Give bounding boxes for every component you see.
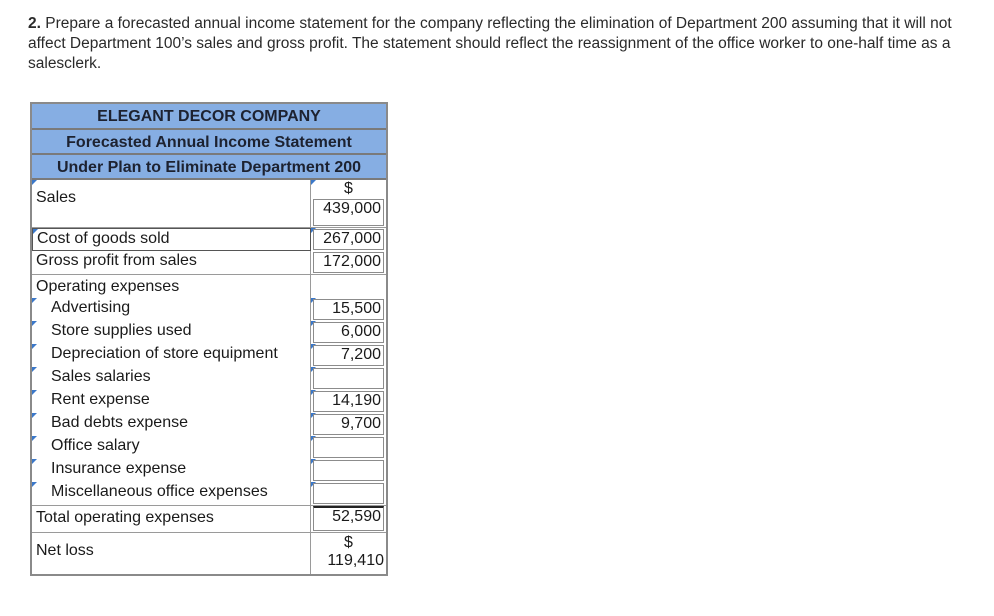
expense-value-field[interactable]: [311, 436, 386, 459]
expense-row: [32, 459, 386, 482]
expense-label-field[interactable]: [32, 413, 311, 436]
expense-value-input[interactable]: [313, 414, 384, 435]
expense-value-input[interactable]: [313, 437, 384, 458]
net-loss-value: 119,410: [327, 552, 384, 569]
expense-value-field[interactable]: [311, 321, 386, 344]
sales-value: 439,000: [323, 200, 381, 217]
expense-value-input[interactable]: [313, 483, 384, 504]
cogs-value-field[interactable]: [311, 228, 386, 251]
expense-value-field[interactable]: [311, 298, 386, 321]
question-text: [28, 14, 968, 74]
company-name: ELEGANT DECOR COMPANY: [32, 104, 386, 130]
expense-value: 14,190: [332, 392, 381, 409]
expense-label-field[interactable]: [32, 482, 311, 505]
expense-label-field[interactable]: [32, 298, 311, 321]
cogs-label: Cost of goods sold: [37, 230, 170, 247]
expense-value-input[interactable]: [313, 345, 384, 366]
expense-value-input[interactable]: [313, 391, 384, 412]
sales-label-field[interactable]: [32, 180, 311, 227]
expense-value: 7,200: [340, 346, 381, 363]
expense-label: Advertising: [51, 299, 131, 316]
expense-label-field[interactable]: [32, 390, 311, 413]
operating-expenses-label: Operating expenses: [36, 278, 180, 295]
expense-value: 9,700: [340, 415, 381, 432]
income-statement-table: [30, 102, 388, 576]
statement-title: Forecasted Annual Income Statement: [32, 130, 386, 155]
gross-profit-row: [32, 251, 386, 275]
expense-value-field[interactable]: [311, 390, 386, 413]
expense-value-field[interactable]: [311, 344, 386, 367]
expense-row: [32, 298, 386, 321]
gross-profit-value: 172,000: [323, 253, 381, 270]
total-operating-value-box: [313, 506, 384, 531]
expense-value-field[interactable]: [311, 482, 386, 505]
expense-value: 6,000: [340, 323, 381, 340]
expense-value-input[interactable]: [313, 368, 384, 389]
expense-label: Bad debts expense: [51, 414, 188, 431]
sales-row: [32, 180, 386, 228]
total-operating-row: [32, 505, 386, 533]
sales-label: Sales: [36, 189, 77, 206]
expense-value-input[interactable]: [313, 299, 384, 320]
expense-label-field[interactable]: [32, 367, 311, 390]
expense-value: 15,500: [332, 300, 381, 317]
expense-value-input[interactable]: [313, 322, 384, 343]
cogs-value: 267,000: [323, 230, 381, 247]
gross-profit-value-box: [313, 252, 384, 273]
operating-expenses-header-row: [32, 275, 386, 298]
sales-value-field[interactable]: [311, 180, 386, 227]
expense-row: [32, 436, 386, 459]
expense-value-field[interactable]: [311, 413, 386, 436]
net-loss-label: Net loss: [36, 542, 94, 559]
gross-profit-label: Gross profit from sales: [36, 252, 197, 269]
statement-subtitle: Under Plan to Eliminate Department 200: [32, 155, 386, 180]
total-operating-value: 52,590: [332, 508, 381, 525]
expense-label: Store supplies used: [51, 322, 192, 339]
expense-label-field[interactable]: [32, 459, 311, 482]
expense-row: [32, 321, 386, 344]
total-operating-label-field: [32, 506, 311, 532]
question-number: 2.: [28, 15, 41, 32]
cogs-row: [32, 228, 386, 251]
expense-label: Insurance expense: [51, 460, 187, 477]
expense-label: Rent expense: [51, 391, 150, 408]
expense-value-input[interactable]: [313, 460, 384, 481]
expense-value-field[interactable]: [311, 367, 386, 390]
gross-profit-value-field: [311, 251, 386, 274]
expense-label-field[interactable]: [32, 436, 311, 459]
operating-expenses-blank: [311, 275, 386, 298]
net-loss-value-field: [311, 533, 386, 574]
expense-label-field[interactable]: [32, 321, 311, 344]
sales-value-input[interactable]: [313, 199, 384, 226]
expense-value-field[interactable]: [311, 459, 386, 482]
net-loss-currency: $: [344, 534, 353, 551]
operating-expenses-label-field: [32, 275, 311, 298]
total-operating-value-field: [311, 506, 386, 532]
sales-currency: $: [344, 180, 353, 197]
expense-label: Office salary: [51, 437, 140, 454]
expense-label: Depreciation of store equipment: [51, 345, 278, 362]
expense-row: [32, 413, 386, 436]
net-loss-row: [32, 533, 386, 574]
cogs-label-field[interactable]: [32, 228, 311, 251]
expense-label-field[interactable]: [32, 344, 311, 367]
expense-row: [32, 344, 386, 367]
total-operating-label: Total operating expenses: [36, 509, 214, 526]
expense-label: Miscellaneous office expenses: [51, 483, 268, 500]
expense-row: [32, 367, 386, 390]
expense-row: [32, 482, 386, 505]
expense-row: [32, 390, 386, 413]
gross-profit-label-field: [32, 251, 311, 274]
net-loss-label-field: [32, 533, 311, 574]
question-body: Prepare a forecasted annual income statement for the company reflecting the elimination of Department 200 assuming that it will not affect Department 100’s sales and gross profit. The statement should reflect the reassignment of the office worker to one-half time as a salesclerk.: [28, 15, 952, 72]
cogs-value-input[interactable]: [313, 229, 384, 250]
expense-label: Sales salaries: [51, 368, 151, 385]
